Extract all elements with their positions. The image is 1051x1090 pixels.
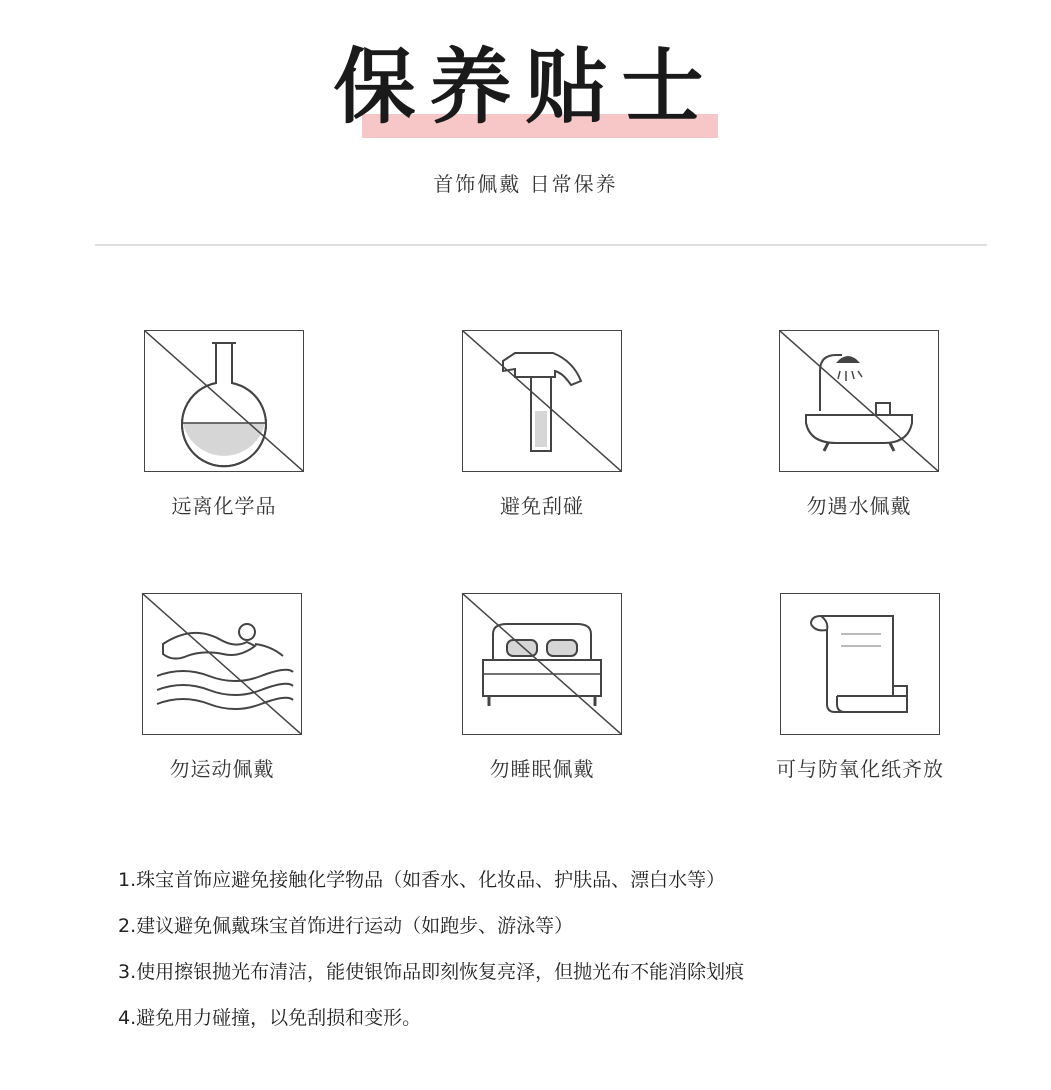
- care-card-water: [779, 330, 939, 518]
- title-block: [0, 38, 1051, 148]
- note-item: 1.珠宝首饰应避免接触化学物品（如香水、化妆品、护肤品、漂白水等）: [118, 869, 726, 891]
- divider: [95, 244, 987, 246]
- card-label: 可与防氧化纸齐放: [776, 757, 944, 781]
- card-label: 勿睡眠佩戴: [489, 757, 595, 781]
- hammer-icon: [463, 331, 621, 471]
- bed-icon: [463, 594, 621, 734]
- card-label: 勿遇水佩戴: [806, 494, 912, 518]
- note-item: 2.建议避免佩戴珠宝首饰进行运动（如跑步、游泳等）: [118, 915, 574, 937]
- care-card-chemicals: [144, 330, 304, 518]
- swimmer-icon: [143, 594, 301, 734]
- note-item: 4.避免用力碰撞，以免刮损和变形。: [118, 1007, 422, 1029]
- card-box: [780, 593, 940, 735]
- card-label: 避免刮碰: [500, 494, 584, 518]
- shower-bathtub-icon: [780, 331, 938, 471]
- card-label: 远离化学品: [171, 494, 277, 518]
- prohibited-slash: [780, 331, 938, 471]
- flask-icon: [145, 331, 303, 471]
- paper-scroll-icon: [781, 594, 939, 734]
- card-box: [462, 593, 622, 735]
- care-card-scratch: [462, 330, 622, 518]
- card-box: [462, 330, 622, 472]
- note-item: 3.使用擦银抛光布清洁，能使银饰品即刻恢复亮泽，但抛光布不能消除划痕: [118, 961, 745, 983]
- prohibited-slash: [143, 594, 301, 734]
- care-notes: [118, 868, 1018, 1052]
- care-card-sport: [142, 593, 302, 781]
- card-box: [144, 330, 304, 472]
- page-title: 保养贴士: [333, 40, 718, 135]
- card-box: [142, 593, 302, 735]
- card-box: [779, 330, 939, 472]
- care-card-anti-oxidation-paper: [776, 593, 944, 781]
- card-label: 勿运动佩戴: [169, 757, 275, 781]
- care-card-sleep: [462, 593, 622, 781]
- page-subtitle: 首饰佩戴 日常保养: [433, 172, 618, 196]
